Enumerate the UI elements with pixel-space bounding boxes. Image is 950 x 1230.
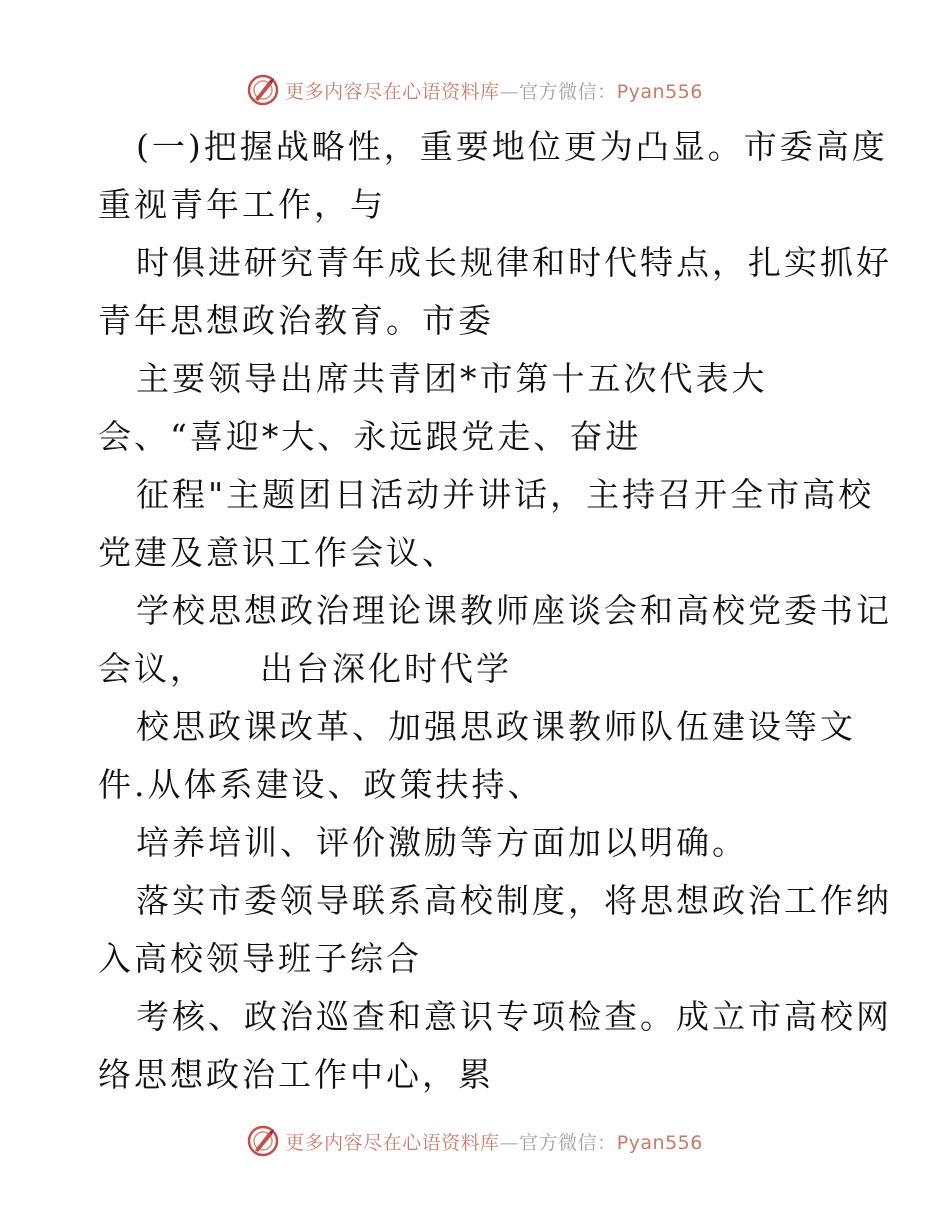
text-line: 重视青年工作，与: [98, 185, 386, 224]
watermark-separator: —: [499, 1131, 520, 1154]
text-line: 会、“喜迎*大、永远跟党走、奋进: [98, 417, 642, 456]
watermark-label: 官方微信：: [519, 80, 617, 103]
text-line: 考核、政治巡查和意识专项检查。成立市高校网: [136, 997, 892, 1036]
text-line: 时俱进研究青年成长规律和时代特点，扎实抓好: [136, 243, 892, 282]
text-line: 络思想政治工作中心，累: [98, 1055, 494, 1094]
header-watermark: [0, 70, 950, 110]
text-line: 校思政课改革、加强思政课教师队伍建设等文: [136, 707, 856, 746]
watermark-text: [285, 77, 703, 104]
watermark-text: [285, 1128, 703, 1155]
text-line: 件.从体系建设、政策扶持、: [98, 765, 544, 804]
text-line-split: [98, 640, 878, 698]
watermark-label: 官方微信：: [519, 1131, 617, 1154]
text-line: 学校思想政治理论课教师座谈会和高校党委书记: [136, 591, 892, 630]
watermark-account: Pyan556: [616, 1131, 703, 1154]
text-line: 青年思想政治教育。市委: [98, 301, 494, 340]
watermark-brand: 更多内容尽在心语资料库: [285, 80, 500, 103]
text-fragment: 出台深化时代学: [260, 649, 512, 688]
text-line: 党建及意识工作会议、: [98, 533, 458, 572]
footer-watermark: [0, 1121, 950, 1161]
document-body: [98, 118, 892, 1104]
quill-logo-icon: [247, 74, 279, 106]
text-line: 征程"主题团日活动并讲话，主持召开全市高校: [136, 475, 875, 514]
text-line: 培养培训、评价激励等方面加以明确。: [136, 823, 748, 862]
watermark-account: Pyan556: [616, 80, 703, 103]
text-line: 主要领导出席共青团*市第十五次代表大: [136, 359, 768, 398]
watermark-brand: 更多内容尽在心语资料库: [285, 1131, 500, 1154]
watermark-separator: —: [499, 80, 520, 103]
text-line: (一)把握战略性，重要地位更为凸显。市委高度: [136, 127, 888, 166]
text-line: 落实市委领导联系高校制度，将思想政治工作纳: [136, 881, 892, 920]
text-fragment: 会议，: [98, 649, 206, 688]
quill-logo-icon: [247, 1125, 279, 1157]
text-line: 入高校领导班子综合: [98, 939, 422, 978]
